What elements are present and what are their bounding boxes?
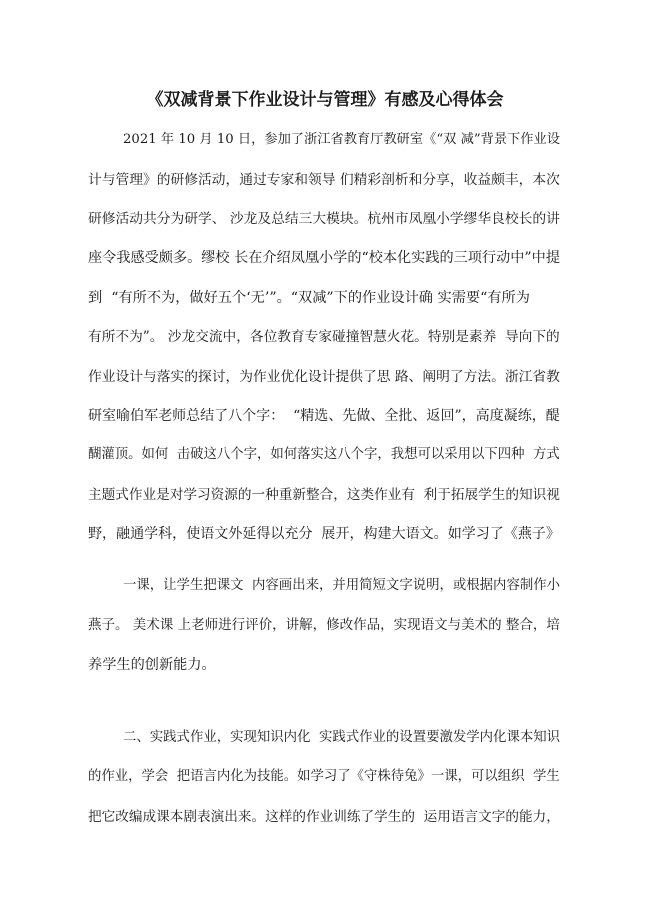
line-text: 到 “有所不为，做好五个‘无’”。“双减”下的作业设计确 实需要“有所为 [88,290,530,306]
paragraph-line [0,285,650,311]
paragraph-line [0,725,650,751]
line-text: 养学生的创新能力。 [88,657,216,673]
paragraph-line [0,364,650,390]
paragraph-line [0,652,650,678]
line-text: 醐灌顶。如何 击破这八个字，如何落实这八个字，我想可以采用以下四种 方式 [88,447,560,462]
line-text: 研修活动共分为研学、 沙龙及总结三大模块。杭州市凤凰小学缪华良校长的讲 [88,211,560,227]
paragraph-line [0,442,650,468]
line-text: 有所不为”。 沙龙交流中，各位教育专家碰撞智慧火花。特别是素养 导向下的 [88,329,560,345]
paragraph-line [0,167,650,193]
paragraph-line [0,245,650,271]
document-title: 《双减背景下作业设计与管理》有感及心得体会 [146,90,504,110]
paragraph-line [0,206,650,232]
line-text: 一课，让学生把课文 内容画出来，并用简短文字说明，或根据内容制作小 [123,578,561,593]
paragraph-line [0,521,650,547]
line-text: 二、实践式作业，实现知识内化 实践式作业的设置要激发学内化课本知识 [123,730,561,745]
line-text: 把它改编成课本剧表演出来。这样的作业训练了学生的 运用语言文字的能力， [88,809,560,825]
line-text: 野，融通学科，使语文外延得以充分 展开，构建大语文。如学习了《燕子》 [88,526,560,542]
line-text: 座令我感受颇多。缪校 长在介绍凤凰小学的“校本化实践的三项行动中”中提 [88,250,560,266]
line-text: 研室喻伯军老师总结了八个字： “精选、先做、全批、返回”，高度凝练，醍 [88,408,560,424]
paragraph-line [0,482,650,508]
line-text: 计与管理》的研修活动，通过专家和领导 们精彩剖析和分享，收益颇丰，本次 [88,172,560,188]
paragraph-line [0,573,650,599]
line-text: 燕子。 美术课 上老师进行评价，讲解，修改作品，实现语文与美术的 整合，培 [88,617,560,633]
line-text: 作业设计与落实的探讨，为作业优化设计提供了思 路、阐明了方法。浙江省教 [88,369,560,385]
line-text: 主题式作业是对学习资源的一种重新整合，这类作业有 利于拓展学生的知识视 [88,487,560,503]
paragraph-line [0,612,650,638]
paragraph-line [0,127,650,153]
paragraph-line [0,804,650,830]
paragraph-line [0,324,650,350]
line-text: 的作业，学会 把语言内化为技能。如学习了《守株待兔》一课，可以组织 学生 [88,769,560,784]
paragraph-line [0,764,650,790]
line-text: 2021 年 10 月 10 日，参加了浙江省教育厅教研室《“双 减”背景下作业设 [123,132,560,147]
paragraph-line [0,403,650,429]
